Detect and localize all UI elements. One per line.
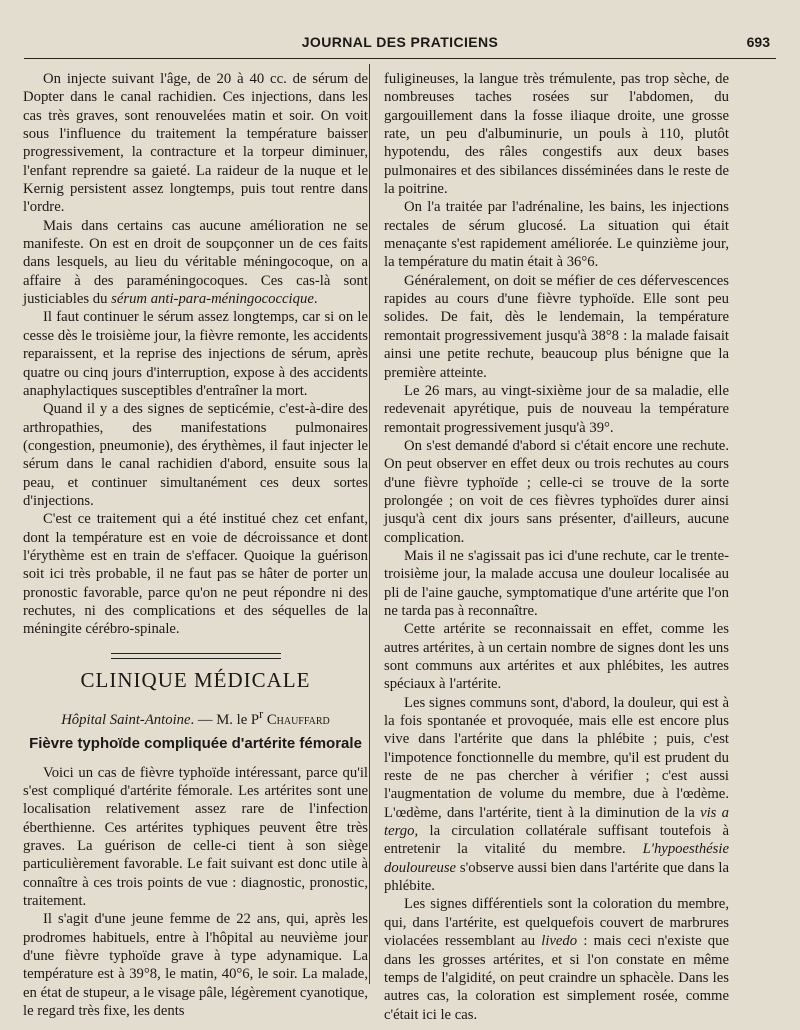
paragraph: On s'est demandé d'abord si c'était encore une rechute. On peut observer en effet deux ou trois rechutes au cours d'une fièvre typhoïde ; celle-ci se trouve de la sorte prolongée ; on voit de ces fièvres typhoïdes durer ainsi jusqu'à cent dix jours sans présenter, d'ailleurs, aucune complication.	[384, 437, 729, 546]
italic-term: vis a tergo	[384, 804, 729, 840]
paragraph: fuligineuses, la langue très trémulente, pas trop sèche, de nombreuses taches rosées sur l'abdomen, du gargouillement dans la fosse iliaque droite, une grosse rate, un peu d'albuminurie, un pouls à 110, plutôt hypotendu, des râles congestifs aux deux bases pulmonaires et des sibilances disséminées dans le reste de la poitrine.	[384, 71, 729, 198]
page-number: 693	[746, 34, 770, 50]
doctor-name: Chauffard	[266, 711, 330, 728]
column-divider	[369, 64, 370, 984]
text-run: , la circulation collatérale suffisant toutefois à entretenir la vitalité du membre.	[384, 823, 729, 858]
paragraph: On l'a traitée par l'adrénaline, les bains, les injections rectales de sérum glucosé. La situation qui était menaçante s'est rapidement améliorée. Le quinzième jour, la température du matin était à 36°6.	[384, 199, 729, 271]
hospital-byline	[23, 705, 368, 729]
text-run: .	[313, 291, 318, 308]
paragraph: Il faut continuer le sérum assez longtemps, car si on le cesse dès le troisième jour, la fièvre remonte, les accidents reparaissent, et la reprise des injections de sérum, après quatre ou cinq jours d'interruption, expose à des accidents anaphylactiques susceptibles d'entraîner la mort.	[23, 309, 368, 399]
text-run: Mais dans certains cas aucune amélioration ne se manifeste. On est en droit de soupçonner un de ces faits dans lesquels, au lieu du véritable méningocoque, on a affaire à des paraméningocoques. Ces cas-là sont justiciables du	[23, 217, 368, 308]
text-run: : mais ceci n'existe que dans les grosses artérites, et si l'on constate en même temps de l'algidité, on peut craindre un sphacèle. Dans les autres cas, la coloration est simplement rosée, comme c'était ici le cas.	[384, 933, 729, 1023]
hospital-name: Hôpital Saint-Antoine	[61, 711, 191, 728]
paragraph: Mais il ne s'agissait pas ici d'une rechute, car le trente-troisième jour, la malade accusa une douleur localisée au pli de l'aine gauche, symptomatique d'une artérite que l'on ne tarda pas à reconnaître.	[384, 547, 729, 619]
right-column	[384, 70, 729, 1024]
article-title: Fièvre typhoïde compliquée d'artérite fémorale	[29, 735, 362, 753]
paragraph: Généralement, on doit se méfier de ces défervescences rapides au cours d'une fièvre typhoïde. Elle sont peu solides. De fait, dès le lendemain, la température remontait progressivement jusqu'à 38°8 : la malade faisait ainsi une petite rechute, beaucoup plus bénigne que la première atteinte.	[384, 272, 729, 381]
paragraph: Il s'agit d'une jeune femme de 22 ans, qui, après les prodromes habituels, entre à l'hôpital au neuvième jour d'une fièvre typhoïde grave à type adynamique. La température est à 39°8, le matin, 40°6, le soir. La malade, en état de stupeur, a le visage pâle, légèrement cyanotique, le regard très fixe, les dents	[23, 911, 368, 1020]
italic-term: livedo	[541, 933, 578, 950]
title-sup: r	[259, 707, 264, 721]
italic-term: L'hypoesthésie douloureuse	[384, 841, 729, 876]
paragraph: Le 26 mars, au vingt-sixième jour de sa maladie, elle redevenait apyrétique, puis de nouveau la température remontait progressivement jusqu'à 39°.	[384, 382, 729, 436]
text-run: Les signes différentiels sont la coloration du membre, qui, dans l'artérite, est quelquefois couvert de marbrures violacées ressemblant au	[384, 896, 729, 950]
left-column	[23, 70, 368, 1020]
paragraph	[384, 895, 729, 1023]
text-run: Les signes communs sont, d'abord, la douleur, qui est à la fois spontanée et provoquée, mais elle est encore plus vive dans l'artérite que dans la phlébite ; puis, c'est l'impotence fonctionnelle du membre, qu'il est prudent du reste de ne pas chercher à vérifier ; c'est aussi l'augmentation de volume du membre, due à l'œdème. L'œdème, dans l'artérite, tient à la diminution de la	[384, 694, 729, 821]
paragraph: Voici un cas de fièvre typhoïde intéressant, parce qu'il s'est compliqué d'artérite fémorale. Les artérites sont une localisation relativement assez rare de l'infection éberthienne. Ces artérites typhiques peuvent être très graves. La guérison de celle-ci tient à son siège particulièrement favorable. Le fait suivant est donc utile à connaître à ces trois points de vue : diagnostic, pronostic, traitement.	[23, 764, 368, 909]
page-header	[24, 30, 776, 59]
byline-sep: . — M. le P	[190, 711, 260, 728]
italic-term: sérum anti-para-méningococcique	[111, 291, 314, 308]
paragraph: Cette artérite se reconnaissait en effet, comme les autres artérites, à un certain nombre de signes dont les uns sont communs aux artérites et aux phlébites, les autres spéciaux à l'artérite.	[384, 621, 729, 693]
section-title: CLINIQUE MÉDICALE	[80, 667, 311, 692]
paragraph: C'est ce traitement qui a été institué chez cet enfant, dont la température est en voie de décroissance et dont l'érythème est en train de s'effacer. Quoique la guérison soit ici très probable, il ne faut pas se hâter de porter un pronostic favorable, parce qu'on ne peut répondre ni des rechutes, ni des complications et des séquelles de la méningite cérébro-spinale.	[23, 511, 368, 638]
text-run: s'observe aussi bien dans l'artérite que dans la phlébite.	[384, 859, 729, 895]
paragraph	[384, 694, 729, 896]
paragraph	[23, 217, 368, 309]
paragraph: Quand il y a des signes de septicémie, c'est-à-dire des arthropathies, des manifestations pulmonaires (congestion, pneumonie), des érythèmes, il faut injecter le sérum dans le canal rachidien d'abord, ensuite sous la peau, et continuer simultanément ces deux sortes d'injections.	[23, 401, 368, 509]
journal-title: JOURNAL DES PRATICIENS	[301, 34, 499, 50]
paragraph: On injecte suivant l'âge, de 20 à 40 cc. de sérum de Dopter dans le canal rachidien. Ces injections, dans les cas très graves, sont renouvelées matin et soir. On voit sous l'influence du traitement la température baisser progressivement, la contracture et la torpeur diminuer, l'enfant reprendre sa gaieté. La raideur de la nuque et le Kernig persistent assez longtemps, puis tout rentre dans l'ordre.	[23, 71, 368, 216]
section-rule	[111, 653, 281, 659]
